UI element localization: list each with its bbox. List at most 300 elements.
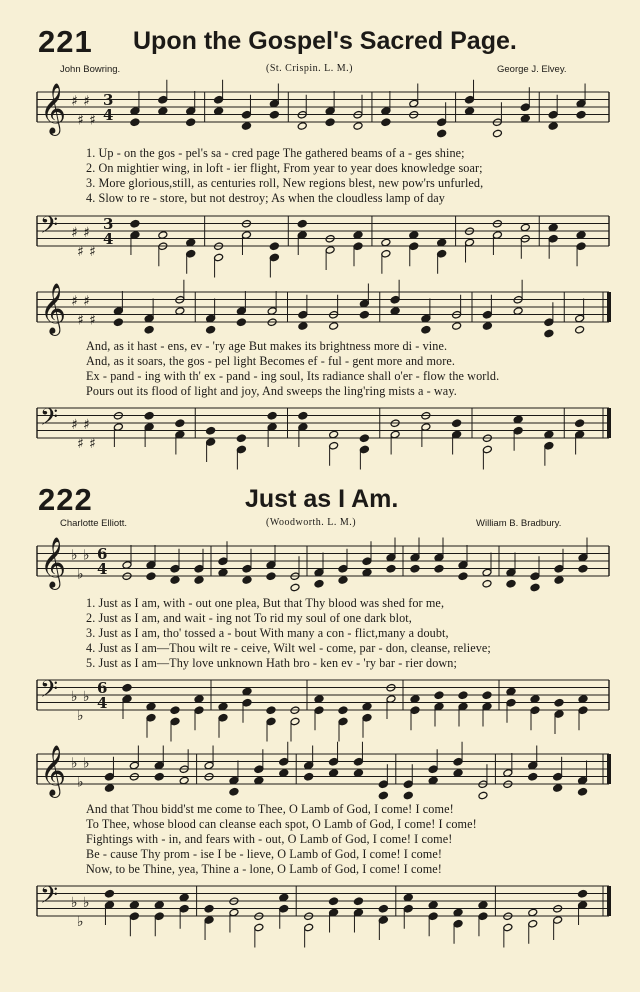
note-head — [297, 219, 307, 228]
note-head — [578, 787, 588, 796]
note-head — [482, 579, 492, 588]
note-head — [506, 579, 516, 588]
note-head — [353, 757, 363, 766]
note-head — [513, 415, 523, 424]
verse-line: And, as it soars, the gos - pel light Becomes ef - ful - gent more and more. — [86, 354, 456, 368]
note-head — [154, 761, 164, 770]
note-head — [329, 897, 339, 906]
note-head — [437, 238, 447, 247]
note-head — [506, 568, 516, 577]
note-head — [329, 441, 339, 450]
note-head — [410, 706, 420, 715]
author-credit: John Bowring. — [60, 64, 121, 75]
note-head — [576, 231, 586, 240]
hymn-title: Just as I Am. — [245, 485, 399, 513]
note-head — [113, 423, 123, 432]
note-head — [403, 893, 413, 902]
note-head — [298, 322, 308, 331]
treble-clef-icon: 𝄞 — [40, 83, 67, 134]
note-head — [576, 242, 586, 251]
note-head — [378, 780, 388, 789]
note-head — [130, 219, 140, 228]
note-head — [554, 564, 564, 573]
note-head — [453, 919, 463, 928]
note-head — [578, 889, 588, 898]
note-head — [236, 434, 246, 443]
hymn-title: Upon the Gospel's Sacred Page. — [133, 27, 517, 55]
note-head — [434, 553, 444, 562]
verse-line: Fightings with - in, and fears with - out, O Lamb of God, I come! I come! — [86, 832, 453, 846]
note-head — [458, 691, 468, 700]
note-head — [269, 110, 279, 119]
sharp-icon: ♯ — [71, 225, 78, 241]
note-head — [378, 904, 388, 913]
verse-line: 3. Just as I am, tho' tossed a - bout With many a con - flict,many a doubt, — [86, 626, 449, 640]
note-head — [492, 129, 502, 138]
note-head — [267, 307, 277, 316]
sharp-icon: ♯ — [71, 417, 78, 433]
tune-name: (Woodworth. L. M.) — [266, 517, 357, 528]
note-head — [338, 564, 348, 573]
note-head — [578, 776, 588, 785]
note-head — [298, 411, 308, 420]
sharp-icon: ♯ — [77, 112, 84, 129]
bass-staff — [0, 206, 640, 266]
note-head — [503, 923, 513, 932]
note-head — [170, 706, 180, 715]
time-signature: 3 — [103, 215, 114, 233]
note-head — [548, 223, 558, 232]
note-head — [204, 916, 214, 925]
note-head — [353, 242, 363, 251]
note-head — [241, 110, 251, 119]
verse-line: 5. Just as I am—Thy love unknown Hath bro - ken ev - 'ry bar - rier down; — [86, 656, 457, 670]
note-head — [242, 687, 252, 696]
note-head — [186, 107, 196, 116]
note-head — [576, 110, 586, 119]
sharp-icon: ♯ — [89, 312, 96, 329]
note-head — [314, 579, 324, 588]
treble-staff — [0, 282, 640, 342]
note-head — [575, 325, 585, 334]
note-head — [410, 564, 420, 573]
note-head — [329, 757, 339, 766]
verse-line: 2. Just as I am, and wait - ing not To rid my soul of one dark blot, — [86, 611, 412, 625]
note-head — [206, 314, 216, 323]
note-head — [154, 772, 164, 781]
note-head — [229, 908, 239, 917]
time-signature: 4 — [103, 106, 114, 124]
flat-icon: ♭ — [77, 913, 84, 930]
note-head — [144, 423, 154, 432]
note-head — [129, 912, 139, 921]
note-head — [528, 919, 538, 928]
time-signature: 3 — [103, 91, 114, 109]
note-head — [458, 702, 468, 711]
flat-icon: ♭ — [83, 755, 90, 772]
note-head — [528, 761, 538, 770]
note-head — [338, 717, 348, 726]
verse-line: 3. More glorious,still, as centuries roll, New regions blest, new pow'rs unfurled, — [86, 176, 484, 190]
bass-clef-icon: 𝄢 — [40, 403, 59, 436]
note-head — [206, 438, 216, 447]
note-head — [428, 901, 438, 910]
note-head — [362, 557, 372, 566]
note-head — [325, 246, 335, 255]
note-head — [236, 307, 246, 316]
note-head — [554, 576, 564, 585]
note-head — [575, 419, 585, 428]
note-head — [421, 314, 431, 323]
note-head — [325, 107, 335, 116]
note-head — [146, 713, 156, 722]
note-head — [359, 310, 369, 319]
note-head — [506, 687, 516, 696]
note-head — [254, 923, 264, 932]
note-head — [279, 769, 289, 778]
note-head — [130, 231, 140, 240]
note-head — [204, 761, 214, 770]
note-head — [290, 717, 300, 726]
note-head — [113, 307, 123, 316]
note-head — [279, 757, 289, 766]
note-head — [179, 904, 189, 913]
treble-clef-icon: 𝄞 — [40, 283, 67, 334]
note-head — [381, 238, 391, 247]
note-head — [576, 99, 586, 108]
note-head — [482, 702, 492, 711]
note-head — [359, 299, 369, 308]
note-head — [482, 322, 492, 331]
note-head — [378, 791, 388, 800]
sharp-icon: ♯ — [89, 435, 96, 452]
note-head — [175, 430, 185, 439]
note-head — [267, 423, 277, 432]
note-head — [465, 95, 475, 104]
note-head — [113, 318, 123, 327]
note-head — [437, 129, 447, 138]
note-head — [266, 717, 276, 726]
note-head — [104, 901, 114, 910]
note-head — [229, 787, 239, 796]
note-head — [381, 118, 391, 127]
flat-icon: ♭ — [83, 895, 90, 911]
note-head — [465, 107, 475, 116]
tune-name: (St. Crispin. L. M.) — [266, 63, 353, 74]
note-head — [186, 118, 196, 127]
note-head — [403, 904, 413, 913]
note-head — [409, 231, 419, 240]
verse-line: And, as it hast - ens, ev - 'ry age But makes its brightness more di - vine. — [86, 339, 448, 353]
note-head — [204, 904, 214, 913]
note-head — [329, 322, 339, 331]
time-signature: 4 — [97, 694, 108, 712]
note-head — [144, 411, 154, 420]
verse-line: 1. Up - on the gos - pel's sa - cred page The gathered beams of a - ges shine; — [86, 146, 465, 160]
note-head — [362, 702, 372, 711]
note-head — [329, 908, 339, 917]
verse-line: Be - cause Thy prom - ise I be - lieve, O Lamb of God, I come! I come! — [86, 847, 443, 861]
note-head — [478, 791, 488, 800]
note-head — [314, 706, 324, 715]
staff-lines — [37, 886, 609, 916]
sharp-icon: ♯ — [83, 293, 90, 310]
note-head — [170, 576, 180, 585]
note-head — [353, 908, 363, 917]
note-head — [553, 784, 563, 793]
note-head — [528, 772, 538, 781]
note-head — [325, 118, 335, 127]
note-head — [544, 430, 554, 439]
note-head — [548, 122, 558, 131]
note-head — [304, 761, 314, 770]
note-head — [386, 695, 396, 704]
note-head — [381, 107, 391, 116]
note-head — [544, 318, 554, 327]
verse-line: 4. Just as I am—Thou wilt re - ceive, Wilt wel - come, par - don, cleanse, relieve; — [86, 641, 491, 655]
note-head — [130, 118, 140, 127]
note-head — [186, 249, 196, 258]
note-head — [506, 698, 516, 707]
note-head — [578, 564, 588, 573]
note-head — [218, 702, 228, 711]
note-head — [575, 314, 585, 323]
note-head — [520, 114, 530, 123]
note-head — [154, 912, 164, 921]
bass-staff — [0, 670, 640, 730]
note-head — [554, 710, 564, 719]
note-head — [530, 572, 540, 581]
note-head — [229, 776, 239, 785]
note-head — [403, 791, 413, 800]
note-head — [175, 307, 185, 316]
note-head — [104, 784, 114, 793]
note-head — [206, 325, 216, 334]
verse-line: And that Thou bidd'st me come to Thee, O Lamb of God, I come! I come! — [86, 802, 454, 816]
note-head — [458, 572, 468, 581]
note-head — [158, 231, 168, 240]
note-head — [242, 576, 252, 585]
note-head — [458, 561, 468, 570]
note-head — [578, 901, 588, 910]
note-head — [353, 897, 363, 906]
note-head — [409, 242, 419, 251]
note-head — [428, 776, 438, 785]
note-head — [378, 916, 388, 925]
note-head — [390, 430, 400, 439]
note-head — [130, 107, 140, 116]
note-head — [241, 231, 251, 240]
note-head — [359, 445, 369, 454]
treble-staff — [0, 82, 640, 142]
hymn-number: 222 — [38, 482, 93, 517]
flat-icon: ♭ — [77, 566, 84, 583]
note-head — [304, 923, 314, 932]
sharp-icon: ♯ — [77, 312, 84, 329]
note-head — [304, 772, 314, 781]
note-head — [409, 99, 419, 108]
note-head — [269, 253, 279, 262]
time-signature: 6 — [97, 545, 108, 563]
sharp-icon: ♯ — [83, 93, 90, 110]
note-head — [254, 765, 264, 774]
note-head — [530, 695, 540, 704]
verse-line: 1. Just as I am, with - out one plea, But that Thy blood was shed for me, — [86, 596, 445, 610]
note-head — [214, 95, 224, 104]
note-head — [242, 564, 252, 573]
note-head — [297, 231, 307, 240]
note-head — [520, 103, 530, 112]
note-head — [482, 691, 492, 700]
note-head — [269, 99, 279, 108]
note-head — [362, 713, 372, 722]
note-head — [410, 695, 420, 704]
note-head — [279, 893, 289, 902]
note-head — [158, 107, 168, 116]
note-head — [553, 772, 563, 781]
bass-staff — [0, 876, 640, 936]
note-head — [269, 242, 279, 251]
flat-icon: ♭ — [83, 547, 90, 564]
note-head — [437, 118, 447, 127]
note-head — [381, 249, 391, 258]
note-head — [298, 310, 308, 319]
note-head — [314, 695, 324, 704]
sharp-icon: ♯ — [83, 417, 90, 433]
treble-staff — [0, 744, 640, 804]
note-head — [390, 307, 400, 316]
note-head — [452, 419, 462, 428]
note-head — [452, 430, 462, 439]
bass-clef-icon: 𝄢 — [40, 881, 59, 914]
note-head — [453, 908, 463, 917]
flat-icon: ♭ — [83, 689, 90, 705]
author-credit: Charlotte Elliott. — [60, 518, 128, 529]
note-head — [104, 889, 114, 898]
note-head — [482, 568, 492, 577]
composer-credit: William B. Bradbury. — [476, 518, 562, 529]
note-head — [578, 706, 588, 715]
note-head — [528, 908, 538, 917]
note-head — [266, 572, 276, 581]
note-head — [338, 706, 348, 715]
sharp-icon: ♯ — [89, 243, 96, 260]
note-head — [298, 423, 308, 432]
note-head — [503, 769, 513, 778]
note-head — [154, 901, 164, 910]
note-head — [434, 691, 444, 700]
note-head — [170, 564, 180, 573]
note-head — [158, 95, 168, 104]
time-signature: 6 — [97, 679, 108, 697]
note-head — [553, 916, 563, 925]
note-head — [279, 904, 289, 913]
verse-line: To Thee, whose blood can cleanse each spot, O Lamb of God, I come! I come! — [86, 817, 477, 831]
note-head — [290, 583, 300, 592]
note-head — [465, 238, 475, 247]
note-head — [266, 706, 276, 715]
note-head — [146, 561, 156, 570]
note-head — [314, 568, 324, 577]
time-signature: 4 — [103, 230, 114, 248]
note-head — [297, 122, 307, 131]
sharp-icon: ♯ — [71, 293, 78, 310]
verse-line: 4. Slow to re - store, but not destroy; As when the cloudless lamp of day — [86, 191, 445, 205]
note-head — [513, 426, 523, 435]
note-head — [390, 295, 400, 304]
treble-clef-icon: 𝄞 — [40, 537, 67, 588]
note-head — [179, 776, 189, 785]
note-head — [575, 430, 585, 439]
note-head — [186, 238, 196, 247]
note-head — [410, 553, 420, 562]
note-head — [254, 776, 264, 785]
note-head — [530, 706, 540, 715]
staff-lines — [37, 408, 609, 438]
note-head — [530, 583, 540, 592]
note-head — [194, 564, 204, 573]
time-signature: 4 — [97, 560, 108, 578]
note-head — [206, 426, 216, 435]
note-head — [578, 553, 588, 562]
sharp-icon: ♯ — [83, 225, 90, 241]
note-head — [146, 572, 156, 581]
note-head — [453, 769, 463, 778]
note-head — [452, 322, 462, 331]
note-head — [386, 553, 396, 562]
hymn-number: 221 — [38, 24, 93, 59]
note-head — [482, 310, 492, 319]
note-head — [122, 695, 132, 704]
flat-icon: ♭ — [71, 689, 78, 705]
treble-staff — [0, 536, 640, 596]
note-head — [386, 564, 396, 573]
note-head — [241, 122, 251, 131]
note-head — [179, 893, 189, 902]
sharp-icon: ♯ — [89, 112, 96, 129]
note-head — [194, 576, 204, 585]
note-head — [194, 695, 204, 704]
note-head — [218, 713, 228, 722]
note-head — [266, 561, 276, 570]
note-head — [218, 568, 228, 577]
bass-clef-icon: 𝄢 — [40, 211, 59, 244]
note-head — [453, 757, 463, 766]
verse-line: Now, to be Thine, yea, Thine a - lone, O Lamb of God, I come! I come! — [86, 862, 442, 876]
note-head — [421, 325, 431, 334]
note-head — [236, 445, 246, 454]
note-head — [437, 249, 447, 258]
treble-clef-icon: 𝄞 — [40, 745, 67, 796]
note-head — [353, 122, 363, 131]
note-head — [513, 307, 523, 316]
note-head — [122, 561, 132, 570]
note-head — [492, 231, 502, 240]
note-head — [104, 772, 114, 781]
note-head — [214, 253, 224, 262]
note-head — [122, 683, 132, 692]
note-head — [144, 314, 154, 323]
note-head — [353, 769, 363, 778]
note-head — [478, 901, 488, 910]
note-head — [129, 901, 139, 910]
note-head — [578, 695, 588, 704]
note-head — [194, 706, 204, 715]
note-head — [329, 769, 339, 778]
verse-line: Pours out its flood of light and joy, And sweeps the ling'ring mists a - way. — [86, 384, 457, 398]
flat-icon: ♭ — [77, 707, 84, 724]
note-head — [236, 318, 246, 327]
